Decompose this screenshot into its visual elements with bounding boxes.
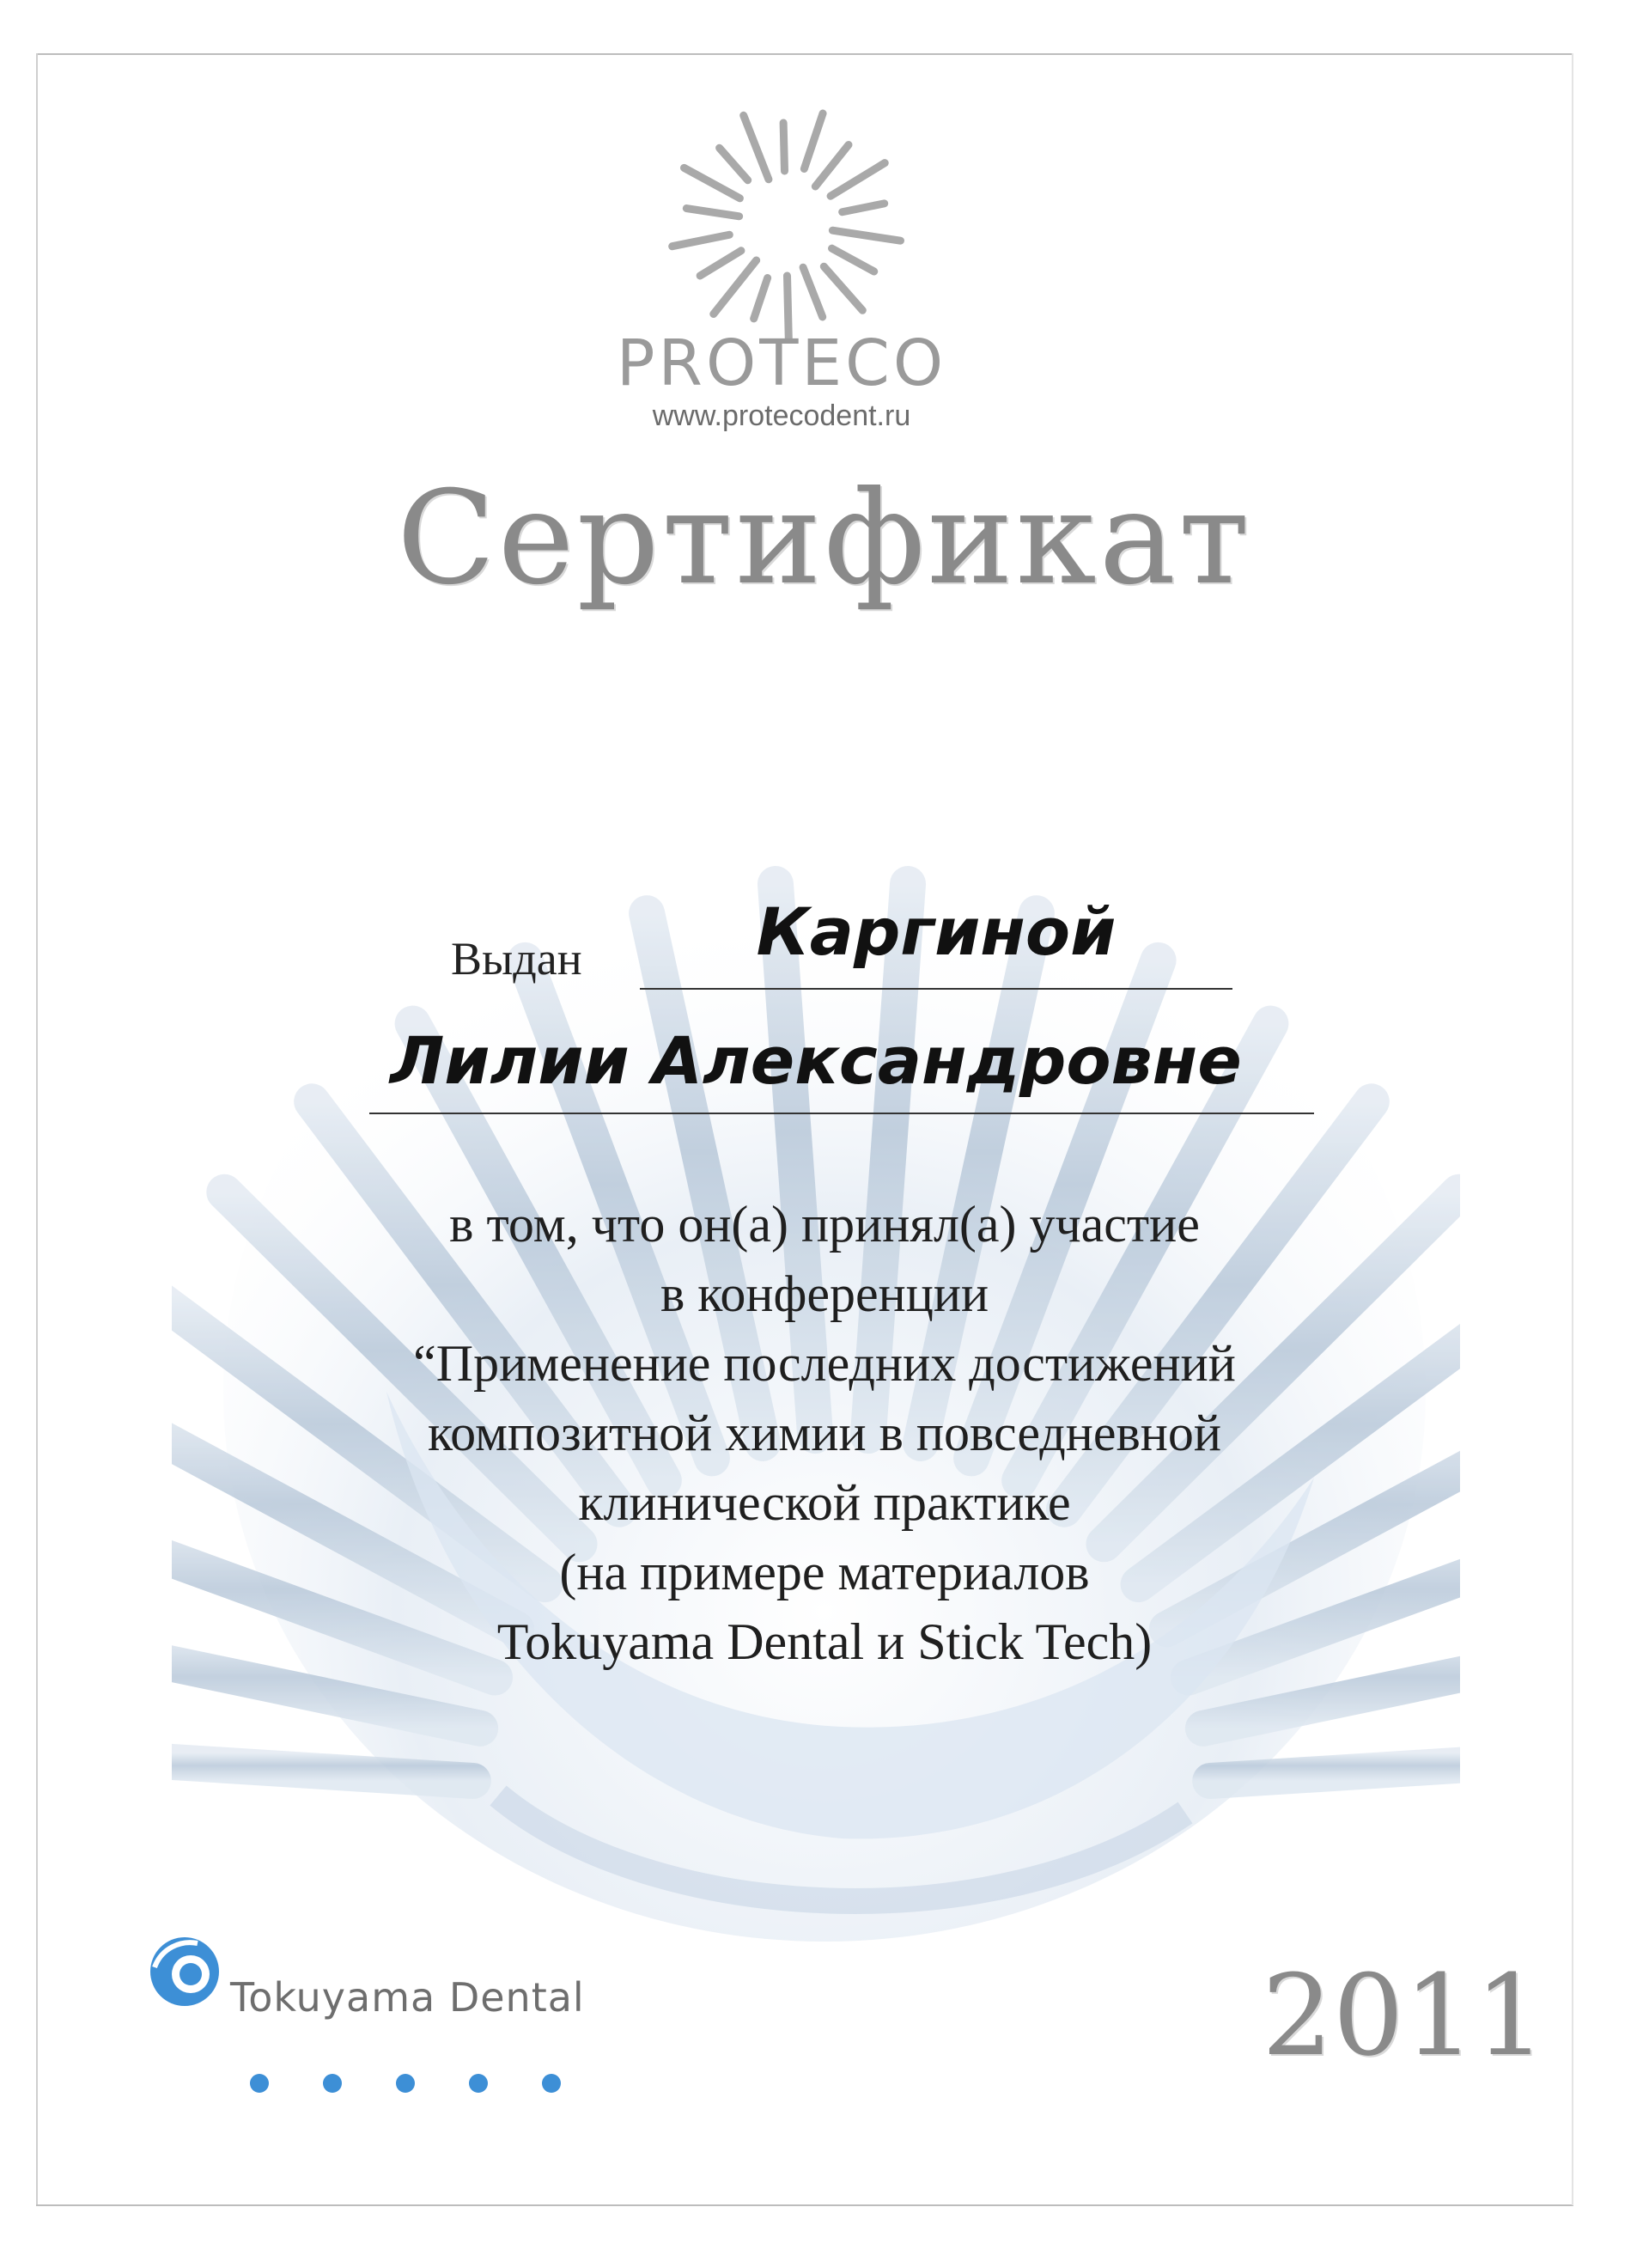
certificate-body [258, 1190, 1391, 1677]
brand-url: www.protecodent.ru [652, 399, 911, 432]
sponsor-name: Tokuyama Dental [230, 1974, 585, 2021]
body-line: Tokuyama Dental и Stick Tech) [496, 1613, 1153, 1670]
sunburst-ray [684, 168, 739, 198]
sunburst-ray [720, 148, 748, 180]
body-line: композитной химии в повседневной [427, 1405, 1222, 1461]
body-line: (на примере материалов [559, 1544, 1090, 1600]
certificate-title: Сертификат [396, 464, 1253, 613]
given-names-underline [369, 1113, 1314, 1114]
sunburst-ray [700, 251, 741, 276]
issued-label: Выдан [451, 933, 582, 985]
sunburst-ray [672, 235, 730, 246]
sponsor-dots [242, 2066, 569, 2100]
frame-top [36, 53, 1573, 55]
sunburst-ray [815, 145, 849, 186]
tokuyama-swirl-icon [146, 1933, 223, 2010]
frame-left [36, 53, 38, 2205]
frame-bottom [36, 2204, 1573, 2206]
sunburst-ray [714, 260, 757, 314]
body-line: в том, что он(а) принял(а) участие [449, 1196, 1200, 1253]
certificate-year: 2011 [1262, 1950, 1546, 2081]
sunburst-ray [783, 123, 784, 171]
sunburst-ray [744, 115, 769, 179]
sunburst-ray [832, 248, 874, 271]
sunburst-ray [832, 230, 900, 241]
sunburst-ray [803, 267, 823, 317]
sunburst-ray [686, 209, 739, 216]
sunburst-ray [804, 113, 823, 168]
sunburst-ray [754, 278, 768, 319]
recipient-surname: Каргиной [756, 893, 1117, 970]
body-line: в конференции [660, 1265, 989, 1322]
frame-right [1572, 53, 1573, 2205]
surname-underline [640, 988, 1232, 990]
recipient-given-names: Лилии Александровне [390, 1022, 1242, 1099]
proteco-sunburst-icon [644, 94, 928, 352]
sunburst-ray [843, 204, 885, 212]
sunburst-ray [831, 163, 885, 197]
sunburst-ray [824, 266, 862, 310]
body-line: “Применение последних достижений [413, 1335, 1236, 1392]
brand-name: PROTECO [616, 326, 947, 400]
body-line: клинической практике [578, 1474, 1071, 1531]
